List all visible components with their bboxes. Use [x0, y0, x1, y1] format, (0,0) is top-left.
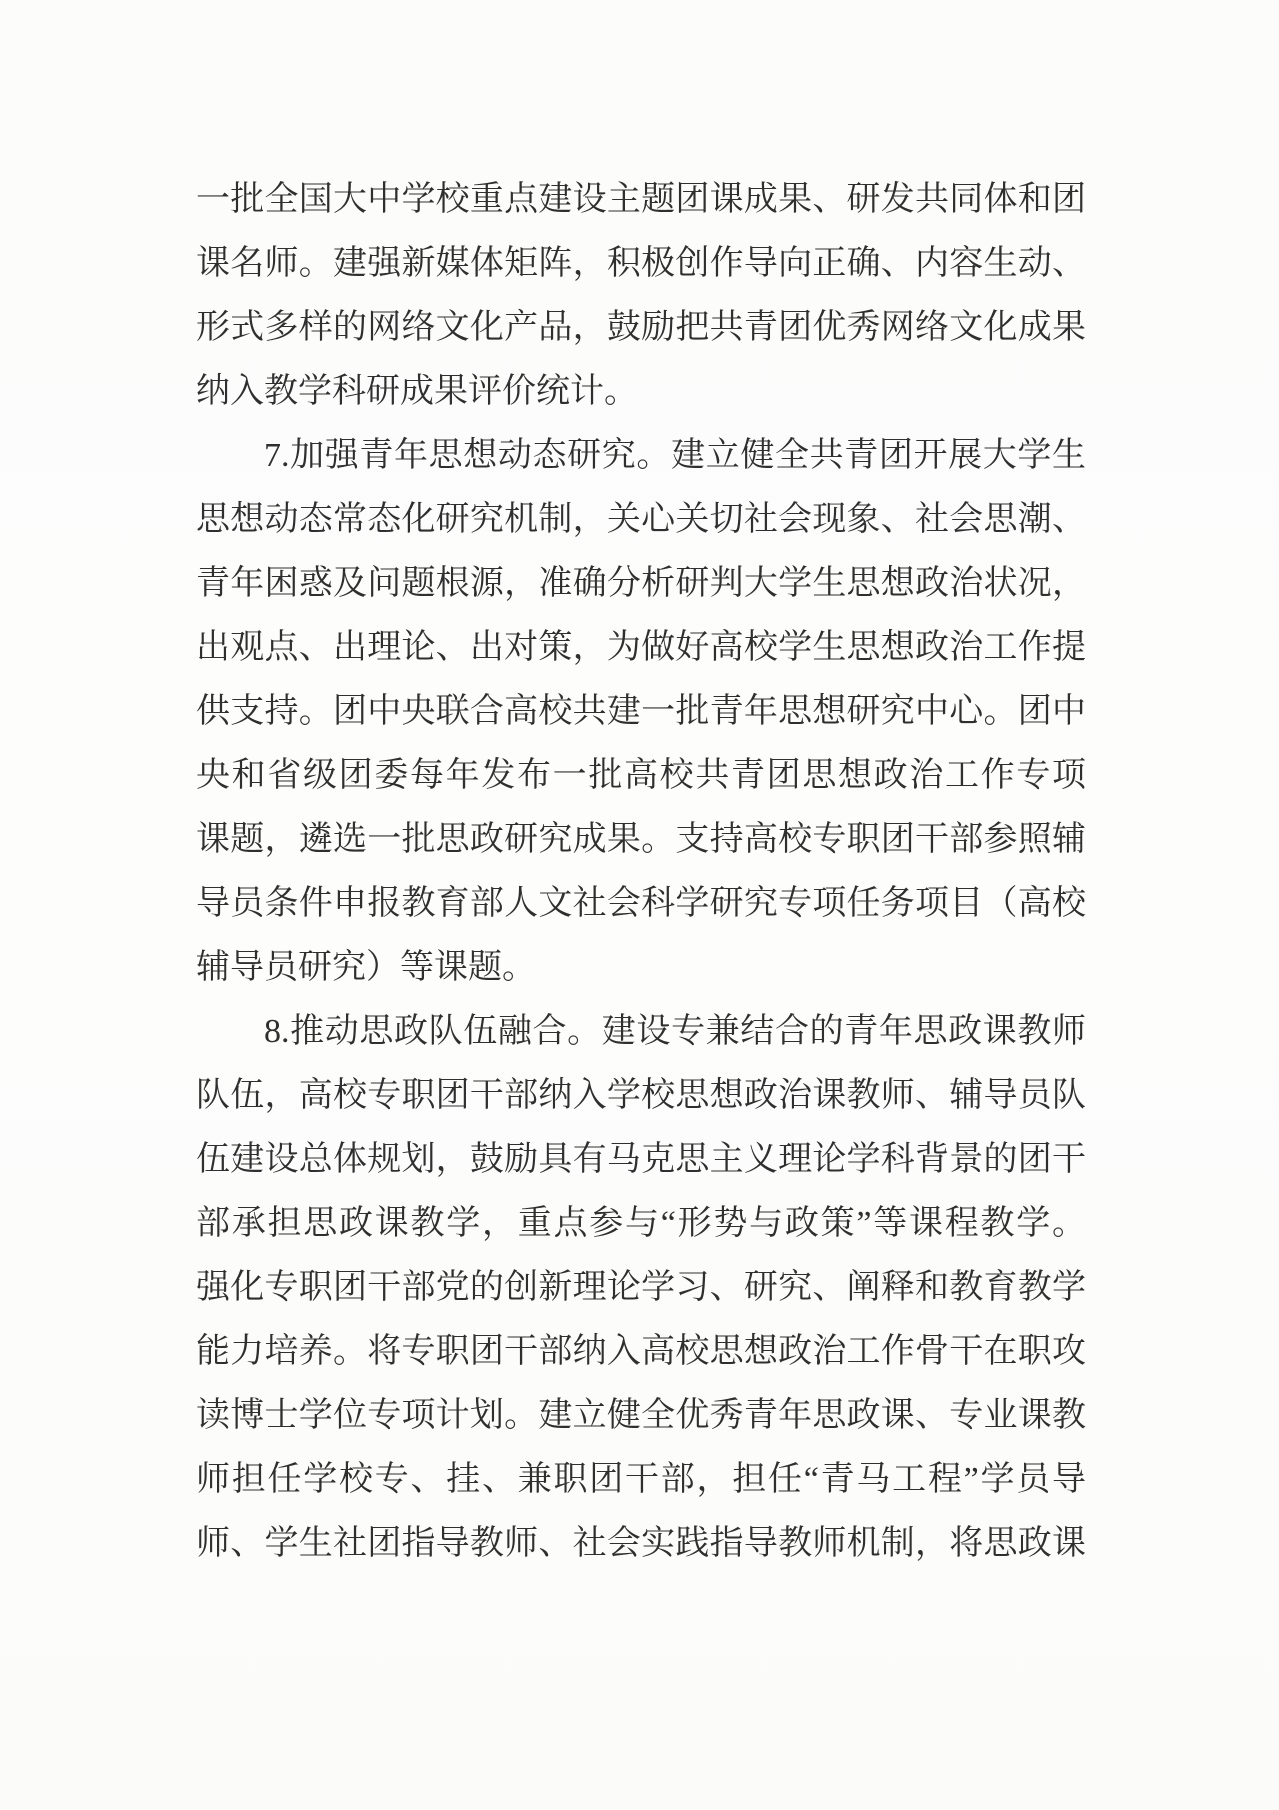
text-line: 伍建设总体规划，鼓励具有马克思主义理论学科背景的团干	[196, 1141, 1086, 1178]
text-line: 纳入教学科研成果评价统计。	[196, 373, 638, 410]
text-line: 能力培养。将专职团干部纳入高校思想政治工作骨干在职攻	[196, 1333, 1086, 1370]
text-line: 青年困惑及问题根源，准确分析研判大学生思想政治状况，	[196, 565, 1086, 602]
text-line: 导员条件申报教育部人文社会科学研究专项任务项目（高校	[196, 885, 1086, 922]
text-line: 读博士学位专项计划。建立健全优秀青年思政课、专业课教	[196, 1397, 1086, 1434]
text-line: 供支持。团中央联合高校共建一批青年思想研究中心。团中	[196, 693, 1086, 730]
text-line: 一批全国大中学校重点建设主题团课成果、研发共同体和团	[196, 181, 1086, 218]
text-line: 形式多样的网络文化产品，鼓励把共青团优秀网络文化成果	[196, 309, 1086, 346]
text-line: 出观点、出理论、出对策，为做好高校学生思想政治工作提	[196, 629, 1086, 666]
text-line: 强化专职团干部党的创新理论学习、研究、阐释和教育教学	[196, 1269, 1086, 1306]
text-line: 师担任学校专、挂、兼职团干部，担任“青马工程”学员导	[196, 1461, 1086, 1498]
text-line: 思想动态常态化研究机制，关心关切社会现象、社会思潮、	[196, 501, 1086, 538]
text-line: 课名师。建强新媒体矩阵，积极创作导向正确、内容生动、	[196, 245, 1086, 282]
text-line: 课题，遴选一批思政研究成果。支持高校专职团干部参照辅	[196, 821, 1086, 858]
text-line: 8.推动思政队伍融合。建设专兼结合的青年思政课教师	[264, 1013, 1086, 1050]
text-line: 师、学生社团指导教师、社会实践指导教师机制，将思政课	[196, 1525, 1086, 1562]
text-line: 辅导员研究）等课题。	[196, 949, 536, 986]
text-line: 部承担思政课教学，重点参与“形势与政策”等课程教学。	[196, 1205, 1086, 1242]
text-line: 7.加强青年思想动态研究。建立健全共青团开展大学生	[264, 437, 1086, 474]
text-line: 队伍，高校专职团干部纳入学校思想政治课教师、辅导员队	[196, 1077, 1086, 1114]
paragraph-item-7	[196, 424, 1086, 1000]
paragraph-item-8	[196, 1000, 1086, 1576]
text-line: 央和省级团委每年发布一批高校共青团思想政治工作专项	[196, 757, 1086, 794]
paragraph-continuation	[196, 168, 1086, 424]
